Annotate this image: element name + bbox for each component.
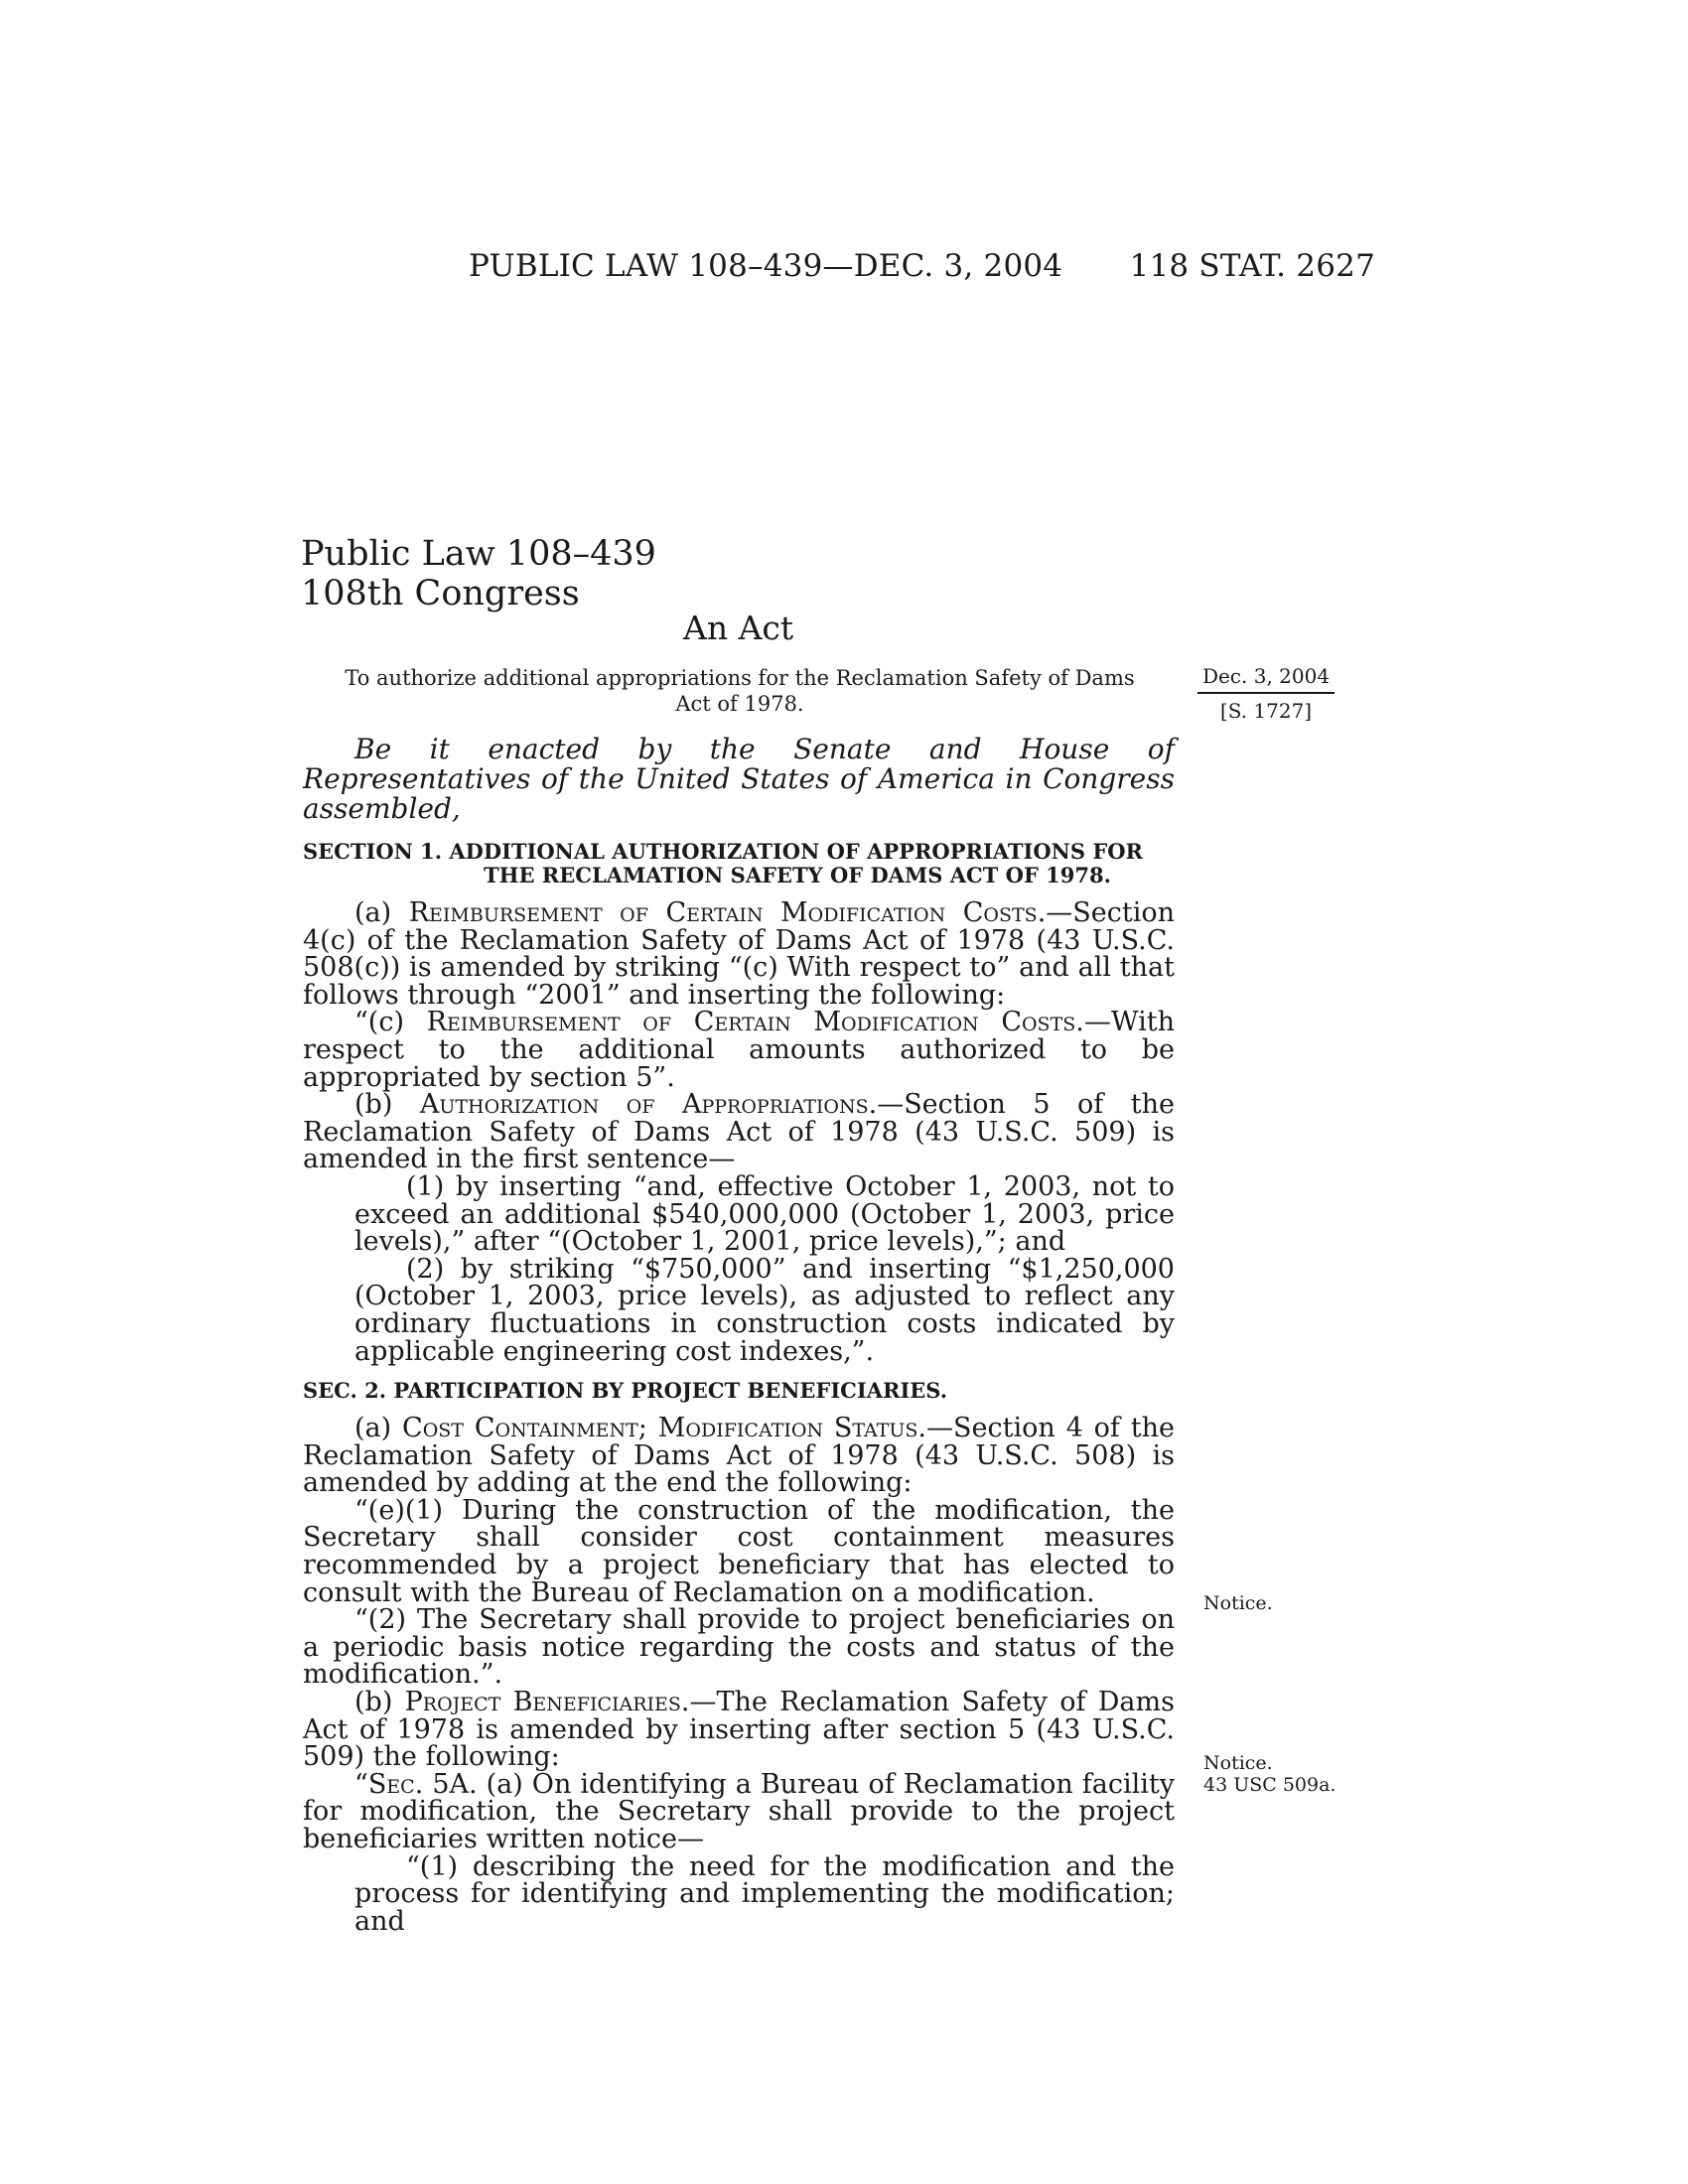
subsection-label: (b) (354, 1089, 420, 1121)
section-1-paragraph-2: (2) by striking “$750,000” and inserting “$1,250,000 (October 1, 2003, price levels), as adjusted to reflect any ordinary fluctuations in construction costs indicated by applicable engineering cost indexes,”. (354, 1253, 1175, 1367)
subsection-caption: Cost Containment; Modification Status. (402, 1413, 926, 1444)
section-2-quoted-e1: “(e)(1) During the construction of the modification, the Secretary shall consider cost containment measures recommended by a project beneficiary that has elected to consult with the Bureau of Reclamation on a modification. (303, 1494, 1175, 1608)
subsection-caption: Project Beneficiaries. (404, 1687, 690, 1718)
subsection-label: (a) (354, 1413, 403, 1444)
margin-note-usc-citation: 43 USC 509a. (1203, 1774, 1336, 1796)
section-1-heading (303, 840, 1175, 887)
act-purpose: To authorize additional appropriations for the Reclamation Safety of Dams Act of 1978. (345, 666, 1135, 716)
subsection-text: —The Reclamation Safety of Dams Act of 1978 is amended by inserting after section 5 (43 U.S.C. 509) the following: (303, 1687, 1175, 1773)
subsection-text: —Section 4 of the Reclamation Safety of Dams Act of 1978 (43 U.S.C. 508) is amended by adding at the end the following: (303, 1413, 1175, 1499)
section-2-heading: SEC. 2. PARTICIPATION BY PROJECT BENEFICIARIES. (303, 1378, 948, 1404)
bill-number: [S. 1727] (1219, 699, 1313, 723)
congress-number: 108th Congress (301, 574, 580, 614)
running-header-left: PUBLIC LAW 108–439—DEC. 3, 2004 (469, 248, 1063, 284)
section-2-subsection-b (303, 1689, 1175, 1771)
section-2-quoted-e2: “(2) The Secretary shall provide to project beneficiaries on a periodic basis notice regarding the costs and status of the modification.”. (303, 1604, 1175, 1691)
section-1-heading-line2: THE RECLAMATION SAFETY OF DAMS ACT OF 1978. (484, 863, 1111, 887)
law-body (303, 735, 1175, 1935)
section-text: . 5A. (a) On identifying a Bureau of Reclamation facility for modification, the Secretary shall provide to the project beneficiaries written notice— (303, 1768, 1175, 1854)
margin-note-notice-2: Notice. (1203, 1752, 1273, 1774)
enacting-clause: Be it enacted by the Senate and House of Representatives of the United States of America in Congress assembled, (303, 733, 1175, 825)
section-5a-subsection-a (303, 1768, 1175, 1854)
section-1-subsection-b (303, 1091, 1175, 1173)
subsection-caption: Reimbursement of Certain Modification Costs. (408, 897, 1047, 928)
margin-date-block (1197, 664, 1335, 723)
subsection-text: —Section 5 of the Reclamation Safety of Dams Act of 1978 (43 U.S.C. 509) is amended in the first sentence— (303, 1089, 1176, 1175)
quote-mark: “ (354, 1768, 368, 1800)
subsection-text: —With respect to the additional amounts authorized to be appropriated by section 5”. (303, 1007, 1175, 1093)
public-law-number: Public Law 108–439 (301, 534, 656, 574)
running-header-right: 118 STAT. 2627 (1129, 248, 1375, 284)
subsection-label: (a) (354, 897, 409, 928)
subsection-caption: Reimbursement of Certain Modification Costs. (426, 1007, 1084, 1038)
subsection-text: —Section 4(c) of the Reclamation Safety of Dams Act of 1978 (43 U.S.C. 508(c)) is amended by striking “(c) With respect to” and all that follows through “2001” and inserting the following: (303, 897, 1176, 1011)
section-1-quoted-c (303, 1009, 1175, 1091)
section-1-paragraph-1: (1) by inserting “and, effective October 1, 2003, not to exceed an additional $540,000,000 (October 1, 2003, price levels),” after “(October 1, 2001, price levels),”; and (354, 1170, 1175, 1258)
enactment-date: Dec. 3, 2004 (1197, 664, 1335, 694)
subsection-label: (b) (354, 1687, 405, 1718)
section-1-subsection-a (303, 899, 1175, 1009)
section-5a-paragraph-1: “(1) describing the need for the modification and the process for identifying and implementing the modification; and (354, 1850, 1175, 1937)
section-2-subsection-a (303, 1415, 1175, 1497)
margin-note-notice: Notice. (1203, 1592, 1273, 1614)
public-law-title-block (301, 534, 656, 614)
subsection-label: “(c) (354, 1007, 427, 1038)
section-1-heading-line1: SECTION 1. ADDITIONAL AUTHORIZATION OF APPROPRIATIONS FOR (303, 839, 1143, 864)
margin-note-notice-usc (1203, 1752, 1336, 1796)
act-title: An Act (683, 609, 794, 647)
section-caption: Sec (367, 1768, 415, 1800)
subsection-caption: Authorization of Appropriations. (419, 1089, 878, 1121)
